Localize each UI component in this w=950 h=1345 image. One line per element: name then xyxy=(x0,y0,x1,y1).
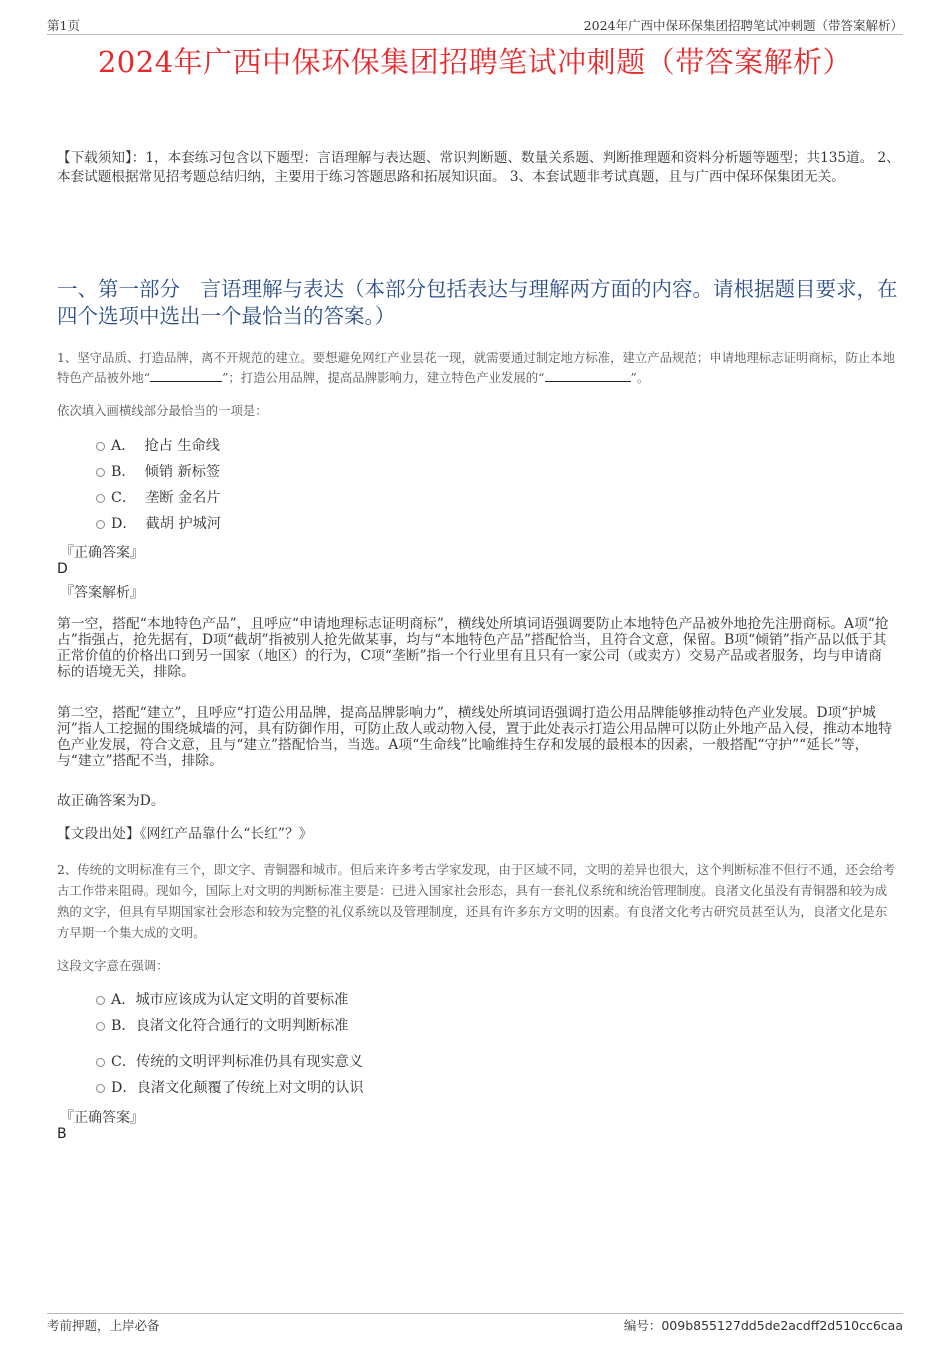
radio-icon[interactable] xyxy=(96,1022,105,1031)
option-text: 抢占 生命线 xyxy=(144,438,220,454)
q2-option-a[interactable] xyxy=(96,990,348,1010)
q1-answer-label: 『正确答案』 xyxy=(60,545,144,561)
q2-option-d[interactable] xyxy=(96,1078,364,1098)
option-letter: D． xyxy=(111,1080,137,1096)
option-text: 良渚文化颠覆了传统上对文明的认识 xyxy=(136,1080,364,1096)
option-text: 倾销 新标签 xyxy=(144,464,221,480)
radio-icon[interactable] xyxy=(96,442,105,451)
radio-icon[interactable] xyxy=(96,520,105,529)
page-footer xyxy=(47,1313,903,1332)
radio-icon[interactable] xyxy=(96,468,105,477)
section-title: 一、第一部分 言语理解与表达（本部分包括表达与理解两方面的内容。请根据题目要求，在四个选项中选出一个最恰当的答案。） xyxy=(57,277,898,328)
q2-option-b[interactable] xyxy=(96,1016,348,1036)
option-letter: D． xyxy=(111,516,137,532)
q1-answer: D xyxy=(57,561,68,577)
question-1-prompt: 依次填入画横线部分最恰当的一项是： xyxy=(57,403,268,418)
option-letter: C． xyxy=(111,490,137,506)
q1-option-c[interactable] xyxy=(96,488,221,508)
option-text: 良渚文化符合通行的文明判断标准 xyxy=(135,1018,349,1034)
q1-conclusion: 故正确答案为D。 xyxy=(57,793,165,809)
radio-icon[interactable] xyxy=(96,996,105,1005)
q2-answer-label: 『正确答案』 xyxy=(60,1110,144,1126)
q1-blank-2 xyxy=(545,369,631,382)
option-text: 截胡 护城河 xyxy=(145,516,222,532)
question-2-stem: 2、传统的文明标准有三个，即文字、青铜器和城市。但后来许多考古学家发现，由于区域不同，文明的差异也很大，这个判断标准不但行不通，还会给考古工作带来阻碍。现如今，国际上对文明的判断标准主要是：已进入国家社会形态，具有一套礼仪系统和统治管理制度。良渚文化虽没有青铜器和较为成熟的文字，但具有早期国家社会形态和较为完整的礼仪系统以及管理制度，还具有许多东方文明的因素。有良渚文化考古研究员甚至认为，良渚文化是东方早期一个集大成的文明。 xyxy=(57,862,896,940)
radio-icon[interactable] xyxy=(96,494,105,503)
option-text: 城市应该成为认定文明的首要标准 xyxy=(135,992,349,1008)
q2-answer: B xyxy=(57,1126,67,1142)
footer-code-value: 009b855127dd5de2acdff2d510cc6caa xyxy=(661,1318,903,1333)
footer-code xyxy=(624,1316,903,1334)
question-1-stem xyxy=(57,348,897,388)
option-letter: B． xyxy=(111,1018,136,1034)
option-text: 垄断 金名片 xyxy=(145,490,221,506)
page-number: 第1页 xyxy=(47,18,80,33)
option-letter: B． xyxy=(111,464,136,480)
radio-icon[interactable] xyxy=(96,1084,105,1093)
q1-stem-part-b: ”；打造公用品牌，提高品牌影响力，建立特色产业发展的“ xyxy=(222,370,545,385)
question-2-prompt: 这段文字意在强调： xyxy=(57,958,169,973)
footer-code-label: 编号： xyxy=(623,1318,662,1333)
q1-analysis-1: 第一空，搭配“本地特色产品”，且呼应“申请地理标志证明商标”，横线处所填词语强调要防止本地特色产品被外地抢先注册商标。A项“抢占”指强占，抢先据有，D项“截胡”指被别人抢先做某事，均与“本地特色产品”搭配恰当，且符合文意，保留。B项“倾销”指产品以低于其正常价值的价格出口到另一国家（地区）的行为，C项“垄断”指一个行业里有且只有一家公司（或卖方）交易产品或者服务，均与申请商标的语境无关，排除。 xyxy=(57,616,889,680)
q1-blank-1 xyxy=(150,369,222,382)
q2-option-c[interactable] xyxy=(96,1052,363,1072)
q1-option-b[interactable] xyxy=(96,462,220,482)
q1-source: 【文段出处】《网红产品靠什么“长红”？》 xyxy=(57,826,313,842)
option-letter: C． xyxy=(111,1054,137,1070)
header-doc-title: 2024年广西中保环保集团招聘笔试冲刺题（带答案解析） xyxy=(583,18,903,33)
option-text: 传统的文明评判标准仍具有现实意义 xyxy=(136,1054,364,1070)
footer-slogan: 考前押题，上岸必备 xyxy=(47,1318,160,1333)
q1-analysis-label: 『答案解析』 xyxy=(60,585,144,601)
page-header xyxy=(47,14,903,35)
q1-stem-part-a: 1、坚守品质、打造品牌，离不开规范的建立。要想避免网红产业昙花一现，就需要通过制定地方标准，建立产品规范；申请地理标志证明商标，防止本地特色产品被外地“ xyxy=(57,350,896,385)
radio-icon[interactable] xyxy=(96,1058,105,1067)
q1-option-a[interactable] xyxy=(96,436,220,456)
q1-stem-part-c: ”。 xyxy=(630,370,650,385)
option-letter: A． xyxy=(111,438,136,454)
q1-analysis-2: 第二空，搭配“建立”，且呼应“打造公用品牌，提高品牌影响力”，横线处所填词语强调打造公用品牌能够推动特色产业发展。D项“护城河”指人工挖掘的围绕城墙的河，具有防御作用，可防止敌人或动物入侵，置于此处表示打造公用品牌可以防止外地产品入侵，推动本地特色产业发展，符合文意，且与“建立”搭配恰当，当选。A项“生命线”比喻维持生存和发展的最根本的因素，一般搭配“守护”“延长”等，与“建立”搭配不当，排除。 xyxy=(57,705,892,769)
document-title: 2024年广西中保环保集团招聘笔试冲刺题（带答案解析） xyxy=(97,45,853,79)
option-letter: A． xyxy=(111,992,136,1008)
q1-option-d[interactable] xyxy=(96,514,221,534)
download-notice: 【下载须知】：1，本套练习包含以下题型：言语理解与表达题、常识判断题、数量关系题、判断推理题和资料分析题等题型；共135道。 2、本套试题根据常见招考题总结归纳，主要用于练习答题思路和拓展知识面。 3、本套试题非考试真题，且与广西中保环保集团无关。 xyxy=(57,150,900,185)
